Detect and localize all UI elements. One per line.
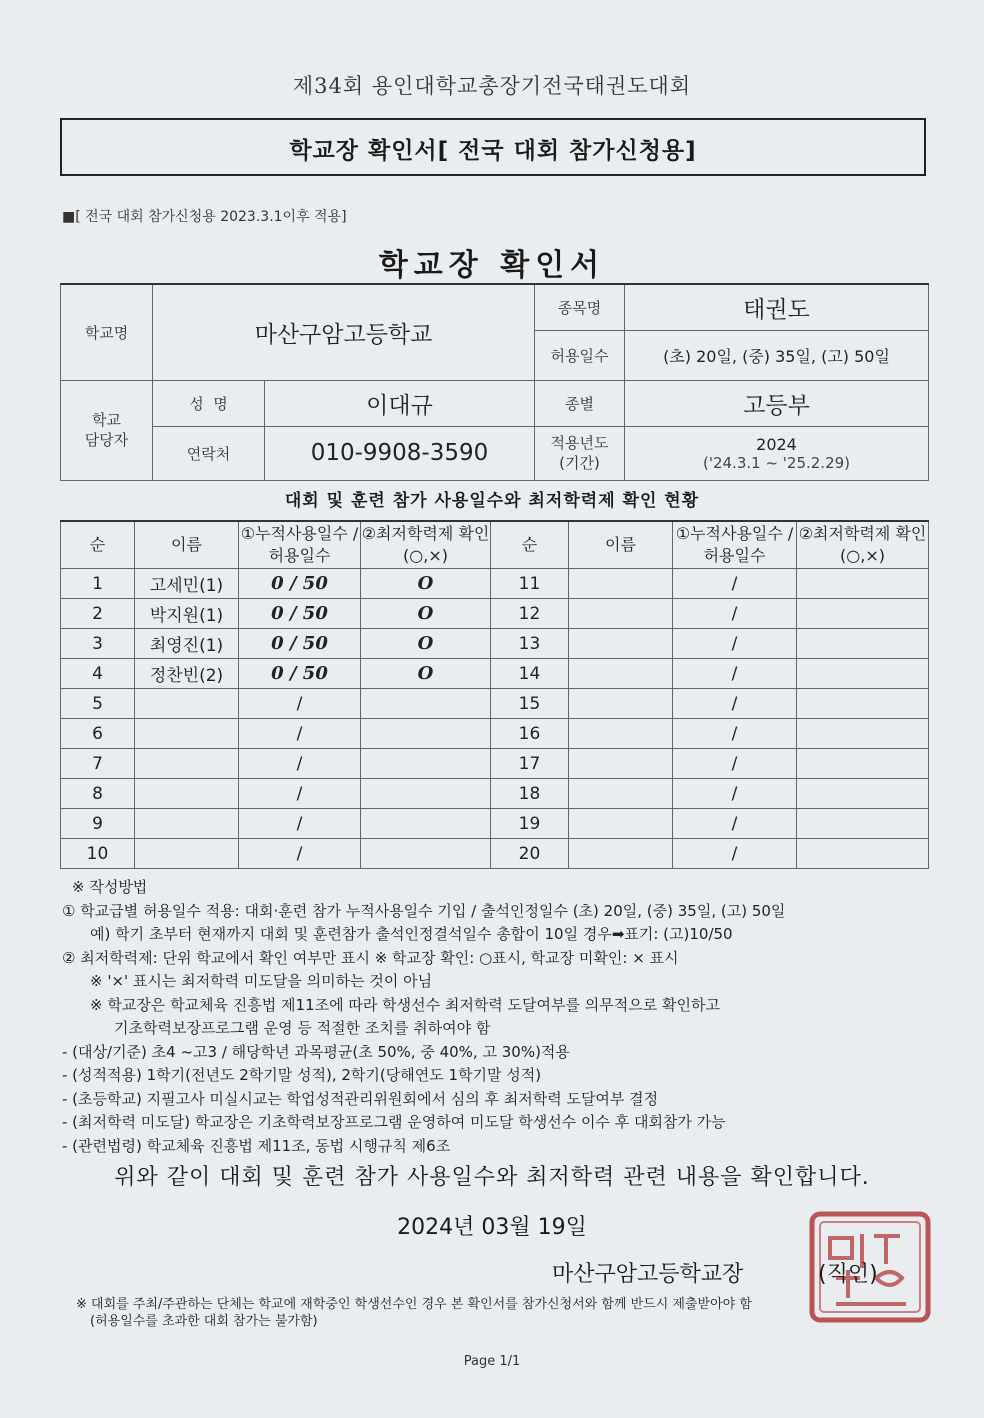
method-line: ※ 학교장은 학교체육 진흥법 제11조에 따라 학생선수 최저학력 도달여부를 의무적으로 확인하고 xyxy=(90,995,720,1014)
row-check xyxy=(797,569,929,599)
row-name: 최영진(1) xyxy=(135,629,239,659)
row-no: 8 xyxy=(61,779,135,809)
row-check xyxy=(797,659,929,689)
method-line: 기초학력보장프로그램 운영 등 적절한 조치를 취하여야 함 xyxy=(114,1019,491,1037)
row-check xyxy=(361,719,491,749)
usage-row xyxy=(61,749,929,779)
row-no: 20 xyxy=(491,839,569,869)
row-check xyxy=(361,839,491,869)
method-section xyxy=(62,876,942,1158)
allowed-value: (초) 20일, (중) 35일, (고) 50일 xyxy=(625,330,929,380)
method-line: - (관련법령) 학교체육 진흥법 제11조, 동법 시행규칙 제6조 xyxy=(62,1136,451,1155)
usage-header-row xyxy=(61,521,929,569)
row-days: / xyxy=(673,629,797,659)
row-days: 0 / 50 xyxy=(239,599,361,629)
method-line: - (대상/기준) 초4 ~고3 / 해당학년 과목평균(초 50%, 중 40%, 고 30%)적용 xyxy=(62,1042,570,1061)
row-check xyxy=(797,719,929,749)
year-value: 2024 xyxy=(756,434,797,454)
row-name xyxy=(135,719,239,749)
row-days: / xyxy=(673,599,797,629)
principal-name: 마산구암고등학교장 xyxy=(552,1262,744,1287)
row-days: / xyxy=(673,719,797,749)
usage-row xyxy=(61,719,929,749)
row-no: 6 xyxy=(61,719,135,749)
info-table xyxy=(60,283,929,481)
header-title: 학교장 확인서[ 전국 대회 참가신청용] xyxy=(289,138,697,164)
row-name xyxy=(569,749,673,779)
row-name: 정찬빈(2) xyxy=(135,659,239,689)
name-label: 성 명 xyxy=(153,380,265,426)
row-name xyxy=(569,689,673,719)
row-name xyxy=(569,569,673,599)
row-check: O xyxy=(361,629,491,659)
row-no: 7 xyxy=(61,749,135,779)
document-title: 학교장 확인서 xyxy=(378,248,606,283)
row-check: O xyxy=(361,599,491,629)
year-label-line2: (기간) xyxy=(559,454,600,472)
row-days: / xyxy=(239,809,361,839)
school-label: 학교명 xyxy=(61,284,153,380)
row-check xyxy=(361,809,491,839)
row-no: 3 xyxy=(61,629,135,659)
apply-note: ■[ 전국 대회 참가신청용 2023.3.1이후 적용] xyxy=(62,209,347,225)
manager-label-line2: 담당자 xyxy=(84,431,129,449)
header-no: 순 xyxy=(61,521,135,569)
method-line: ② 최저학력제: 단위 학교에서 확인 여부만 표시 ※ 학교장 확인: ○표시, 학교장 미확인: × 표시 xyxy=(62,948,679,967)
row-days: / xyxy=(673,689,797,719)
year-cell xyxy=(625,426,929,480)
method-line: - (성적적용) 1학기(전년도 2학기말 성적), 2학기(당해연도 1학기말 성적) xyxy=(62,1066,542,1084)
row-name xyxy=(135,779,239,809)
method-line: - (초등학교) 지필고사 미실시교는 학업성적관리위원회에서 심의 후 최저학력 도달여부 결정 xyxy=(62,1089,659,1108)
usage-table xyxy=(60,520,929,869)
row-days: 0 / 50 xyxy=(239,569,361,599)
year-label xyxy=(535,426,625,480)
header-days: ①누적사용일수 /허용일수 xyxy=(673,521,797,569)
row-check xyxy=(797,689,929,719)
contact-label: 연락처 xyxy=(153,426,265,480)
header-no: 순 xyxy=(491,521,569,569)
row-days: / xyxy=(239,689,361,719)
manager-label xyxy=(61,380,153,480)
usage-row xyxy=(61,569,929,599)
page-number: Page 1/1 xyxy=(463,1354,521,1369)
row-no: 14 xyxy=(491,659,569,689)
row-days: / xyxy=(673,809,797,839)
row-check xyxy=(797,779,929,809)
header-check: ②최저학력제 확인(○,×) xyxy=(797,521,929,569)
header-name: 이름 xyxy=(569,521,673,569)
category-value: 고등부 xyxy=(625,380,929,426)
school-name: 마산구암고등학교 xyxy=(153,284,535,380)
issue-date: 2024년 03월 19일 xyxy=(397,1215,587,1240)
row-name: 박지원(1) xyxy=(135,599,239,629)
row-name xyxy=(569,659,673,689)
header-days: ①누적사용일수 /허용일수 xyxy=(239,521,361,569)
usage-row xyxy=(61,779,929,809)
header-check: ②최저학력제 확인(○,×) xyxy=(361,521,491,569)
row-check xyxy=(797,809,929,839)
row-check xyxy=(361,749,491,779)
row-no: 9 xyxy=(61,809,135,839)
event-label: 종목명 xyxy=(535,284,625,330)
row-no: 16 xyxy=(491,719,569,749)
row-name xyxy=(135,839,239,869)
category-label: 종별 xyxy=(535,380,625,426)
row-check xyxy=(797,839,929,869)
method-line: ① 학교급별 허용일수 적용: 대회·훈련 참가 누적사용일수 기입 / 출석인정일수 (초) 20일, (중) 35일, (고) 50일 xyxy=(62,901,786,920)
row-days: / xyxy=(673,779,797,809)
row-name xyxy=(569,629,673,659)
row-name xyxy=(569,839,673,869)
method-line: 예) 학기 초부터 현재까지 대회 및 훈련참가 출석인정결석일수 총합이 10일 경우➡표기: (고)10/50 xyxy=(90,925,733,943)
header-name: 이름 xyxy=(135,521,239,569)
row-days: / xyxy=(673,839,797,869)
row-name: 고세민(1) xyxy=(135,569,239,599)
row-name xyxy=(569,809,673,839)
section-title: 대회 및 훈련 참가 사용일수와 최저학력제 확인 현황 xyxy=(284,491,700,511)
usage-row xyxy=(61,659,929,689)
row-check: O xyxy=(361,659,491,689)
usage-row xyxy=(61,839,929,869)
footnote xyxy=(76,1296,946,1330)
usage-row xyxy=(61,809,929,839)
row-no: 13 xyxy=(491,629,569,659)
method-line: ※ '×' 표시는 최저학력 미도달을 의미하는 것이 아님 xyxy=(90,972,433,990)
row-check xyxy=(797,599,929,629)
confirm-statement: 위와 같이 대회 및 훈련 참가 사용일수와 최저학력 관련 내용을 확인합니다. xyxy=(114,1165,870,1190)
row-days: 0 / 50 xyxy=(239,659,361,689)
row-days: / xyxy=(673,569,797,599)
row-no: 4 xyxy=(61,659,135,689)
period-value: ('24.3.1 ~ '25.2.29) xyxy=(702,453,851,472)
row-days: / xyxy=(239,749,361,779)
row-no: 5 xyxy=(61,689,135,719)
contact-value: 010-9908-3590 xyxy=(265,426,535,480)
row-no: 19 xyxy=(491,809,569,839)
row-days: 0 / 50 xyxy=(239,629,361,659)
method-title: ※ 작성방법 xyxy=(72,878,148,896)
row-no: 18 xyxy=(491,779,569,809)
row-no: 10 xyxy=(61,839,135,869)
usage-row xyxy=(61,629,929,659)
row-days: / xyxy=(239,779,361,809)
row-no: 17 xyxy=(491,749,569,779)
event-value: 태권도 xyxy=(625,284,929,330)
row-days: / xyxy=(673,659,797,689)
allowed-label: 허용일수 xyxy=(535,330,625,380)
row-name xyxy=(135,809,239,839)
row-name xyxy=(569,719,673,749)
row-check: O xyxy=(361,569,491,599)
row-days: / xyxy=(673,749,797,779)
row-days: / xyxy=(239,719,361,749)
row-name xyxy=(569,779,673,809)
usage-row xyxy=(61,599,929,629)
name-value: 이대규 xyxy=(265,380,535,426)
row-check xyxy=(797,749,929,779)
footnote-line2: (허용일수를 초과한 대회 참가는 불가함) xyxy=(90,1314,318,1329)
usage-row xyxy=(61,689,929,719)
row-check xyxy=(361,689,491,719)
row-no: 12 xyxy=(491,599,569,629)
row-no: 1 xyxy=(61,569,135,599)
row-name xyxy=(135,689,239,719)
row-no: 15 xyxy=(491,689,569,719)
method-line: - (최저학력 미도달) 학교장은 기초학력보장프로그램 운영하여 미도달 학생선수 이수 후 대회참가 가능 xyxy=(62,1113,726,1131)
row-name xyxy=(135,749,239,779)
row-name xyxy=(569,599,673,629)
row-check xyxy=(797,629,929,659)
row-check xyxy=(361,779,491,809)
row-days: / xyxy=(239,839,361,869)
event-title: 제34회 용인대학교총장기전국태권도대회 xyxy=(292,74,692,98)
footnote-line1: ※ 대회를 주최/주관하는 단체는 학교에 재학중인 학생선수인 경우 본 확인서를 참가신청서와 함께 반드시 제출받아야 함 xyxy=(76,1297,752,1312)
row-no: 2 xyxy=(61,599,135,629)
year-label-line1: 적용년도 xyxy=(550,434,609,452)
seal-label: (직인) xyxy=(818,1262,878,1287)
row-no: 11 xyxy=(491,569,569,599)
manager-label-line1: 학교 xyxy=(92,411,121,429)
